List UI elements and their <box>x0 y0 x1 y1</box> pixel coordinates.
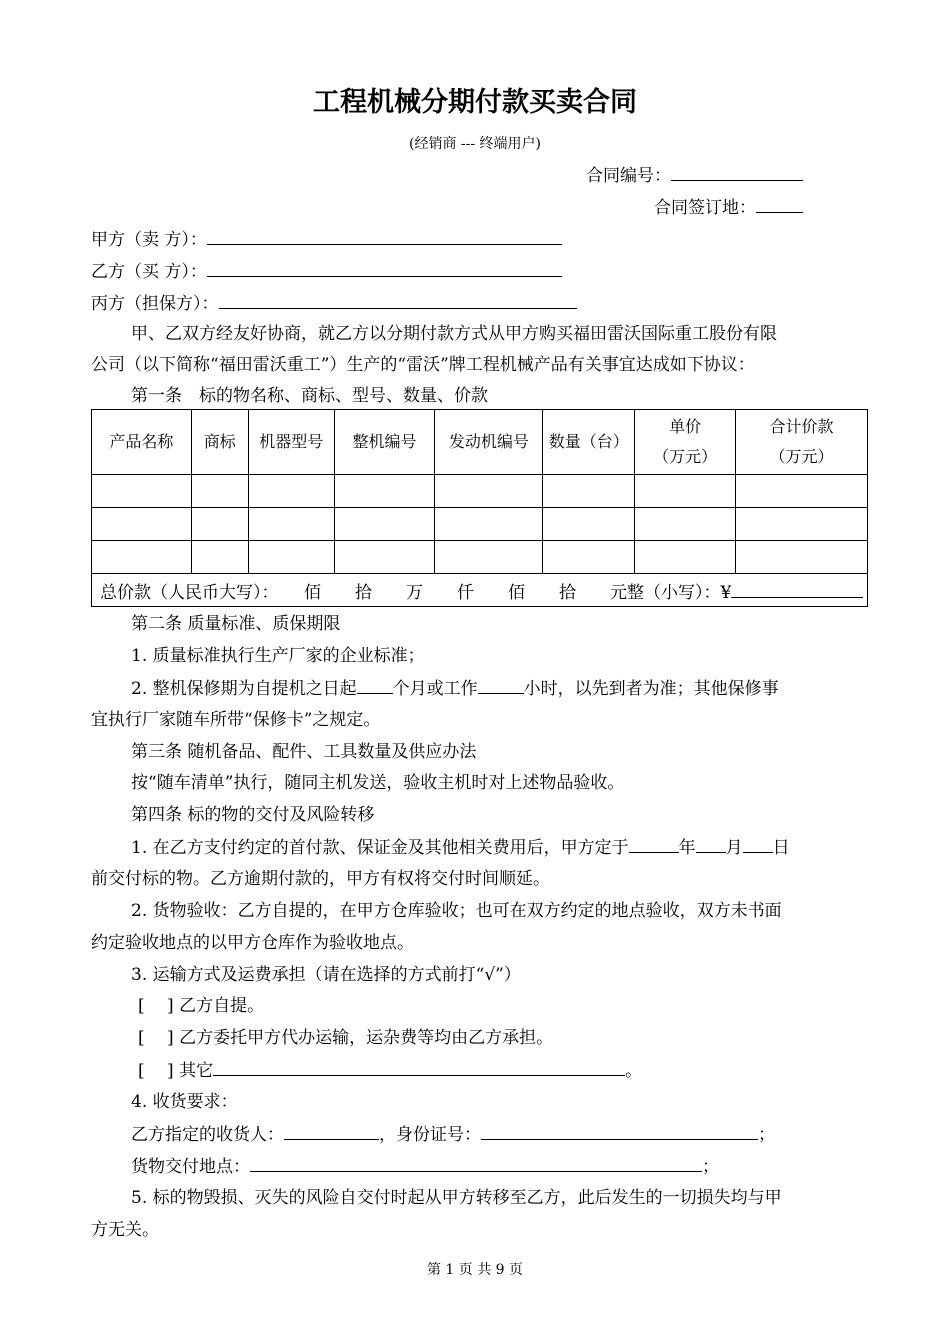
party-b-label: 乙方（买 方）： <box>91 262 207 282</box>
col-unit-price: 单价 （万元） <box>635 410 736 475</box>
delivery-place-row: 货物交付地点： ； <box>131 1154 719 1179</box>
article-3-item-1: 按“随车清单”执行，随同主机发送，验收主机时对上述物品验收。 <box>131 773 625 793</box>
transport-option-self[interactable]: [ ] 乙方自提。 <box>138 996 265 1016</box>
document-subtitle: (经销商 --- 终端用户) <box>408 136 541 152</box>
delivery-month-blank[interactable] <box>696 835 726 853</box>
col-model: 机器型号 <box>248 410 334 475</box>
total-price-cell: 总价款（人民币大写）： 佰 拾 万 仟 佰 拾 元整（小写）：¥ <box>92 574 868 607</box>
transport-option-agent[interactable]: [ ] 乙方委托甲方代办运输，运杂费等均由乙方承担。 <box>138 1028 554 1048</box>
article-4-item-2-cont: 约定验收地点的以甲方仓库作为验收地点。 <box>91 933 414 953</box>
table-header-row <box>92 410 868 475</box>
article-2-item-1: 1. 质量标准执行生产厂家的企业标准； <box>131 646 425 666</box>
article-4-item-3: 3. 运输方式及运费承担（请在选择的方式前打“√”） <box>131 965 521 985</box>
total-price-row <box>92 574 868 607</box>
col-machine-no: 整机编号 <box>334 410 435 475</box>
contract-place-label: 合同签订地： <box>654 198 756 218</box>
article-3-heading: 第三条 随机备品、配件、工具数量及供应办法 <box>131 742 477 762</box>
contract-no-blank[interactable] <box>671 163 803 181</box>
article-4-heading: 第四条 标的物的交付及风险转移 <box>131 805 375 825</box>
transport-option-other[interactable]: [ ] 其它 。 <box>138 1058 642 1083</box>
article-4-item-4: 4. 收货要求： <box>131 1092 238 1112</box>
delivery-year-blank[interactable] <box>629 835 679 853</box>
article-4-item-1-cont: 前交付标的物。乙方逾期付款的，甲方有权将交付时间顺延。 <box>91 869 550 889</box>
table-row <box>92 475 868 508</box>
consignee-row: 乙方指定的收货人： ，身份证号： ； <box>131 1122 775 1147</box>
article-1-heading: 第一条 标的物名称、商标、型号、数量、价款 <box>131 386 488 406</box>
intro-line-1: 甲、乙双方经友好协商，就乙方以分期付款方式从甲方购买福田雷沃国际重工股份有限 <box>131 324 777 344</box>
party-b-blank[interactable] <box>207 259 562 277</box>
col-engine-no: 发动机编号 <box>435 410 543 475</box>
article-4-item-5: 5. 标的物毁损、灭失的风险自交付时起从甲方转移至乙方，此后发生的一切损失均与甲 <box>131 1188 782 1208</box>
table-row <box>92 541 868 574</box>
col-total-price: 合计价款 （万元） <box>736 410 868 475</box>
party-c-blank[interactable] <box>219 291 577 309</box>
col-quantity: 数量（台） <box>543 410 635 475</box>
party-a-blank[interactable] <box>207 227 562 245</box>
party-a-label: 甲方（卖 方）： <box>91 230 207 250</box>
article-4-item-2: 2. 货物验收：乙方自提的，在甲方仓库验收；也可在双方约定的地点验收，双方未书面 <box>131 901 782 921</box>
goods-table <box>91 409 868 607</box>
article-4-item-5-cont: 方无关。 <box>91 1220 159 1240</box>
delivery-place-blank[interactable] <box>250 1154 702 1172</box>
col-product-name: 产品名称 <box>92 410 192 475</box>
article-4-item-1: 1. 在乙方支付约定的首付款、保证金及其他相关费用后，甲方定于 年 月 日 <box>131 835 790 860</box>
document-title: 工程机械分期付款买卖合同 <box>313 87 637 118</box>
contract-place-blank[interactable] <box>756 195 803 213</box>
party-c-label: 丙方（担保方）： <box>91 294 219 314</box>
table-row <box>92 508 868 541</box>
other-transport-blank[interactable] <box>213 1058 625 1076</box>
warranty-hours-blank[interactable] <box>478 676 524 694</box>
article-2-item-2-cont: 宜执行厂家随车所带“保修卡”之规定。 <box>91 710 381 730</box>
col-brand: 商标 <box>191 410 248 475</box>
delivery-day-blank[interactable] <box>743 835 773 853</box>
article-2-heading: 第二条 质量标准、质保期限 <box>131 614 341 634</box>
party-c-row <box>91 291 577 316</box>
consignee-blank[interactable] <box>284 1122 379 1140</box>
contract-place-row <box>654 195 803 220</box>
warranty-months-blank[interactable] <box>357 676 393 694</box>
contract-no-label: 合同编号： <box>586 166 671 186</box>
contract-no-row <box>586 163 803 188</box>
article-2-item-2: 2. 整机保修期为自提机之日起 个月或工作 小时，以先到者为准；其他保修事 <box>131 676 779 701</box>
intro-line-2: 公司（以下简称“福田雷沃重工”）生产的“雷沃”牌工程机械产品有关事宜达成如下协议： <box>91 355 755 375</box>
id-number-blank[interactable] <box>481 1122 758 1140</box>
page-footer: 第 1 页 共 9 页 <box>426 1262 524 1278</box>
total-price-blank[interactable] <box>731 580 863 598</box>
party-a-row <box>91 227 562 252</box>
party-b-row <box>91 259 562 284</box>
